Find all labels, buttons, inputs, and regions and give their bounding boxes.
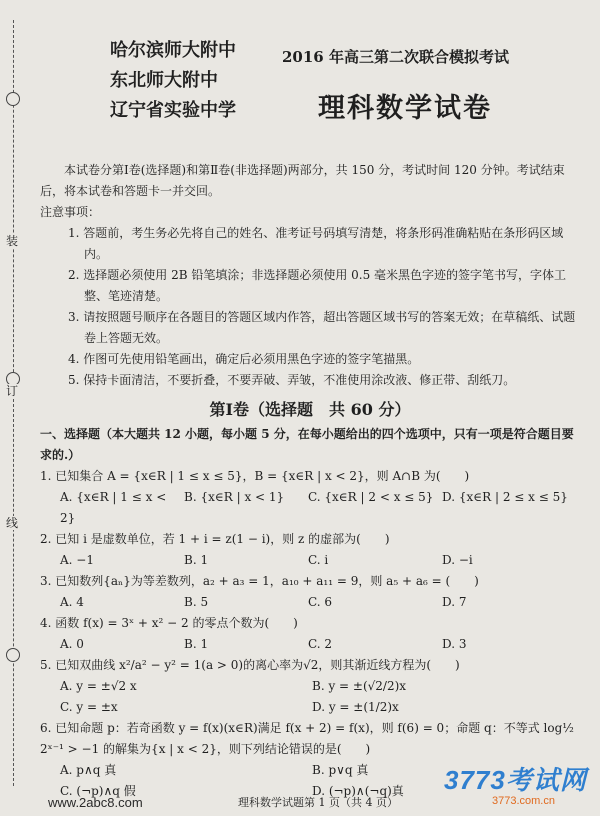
note-item: 4. 作图可先使用铅笔画出，确定后必须用黑色字迹的签字笔描黑。 [68,352,420,366]
note-item: 1. 答题前，考生务必先将自己的姓名、准考证号码填写清楚，将条形码准确粘贴在条形码区域内。 [68,226,564,261]
watermark-left: www.2abc8.com [48,795,143,810]
question-2 [40,529,580,571]
question-options [40,592,580,613]
option-b: B. p∨q 真 [312,763,369,777]
question-stem: 2. 已知 i 是虚数单位，若 1 + i = z(1 − i)，则 z 的虚部为( ) [40,532,390,546]
option-d: D. (¬p)∧(¬q)真 [312,784,404,798]
option-b: B. 1 [184,553,209,567]
option-b: B. 1 [184,637,209,651]
question-options [40,634,580,655]
part-heading: 一、选择题（本大题共 12 小题，每小题 5 分，在每小题给出的四个选项中，只有一项是符合题目要求的.） [40,427,574,462]
question-5 [40,655,580,718]
option-a: A. −1 [60,553,94,567]
option-b: B. 5 [184,595,209,609]
binding-char: 装 [6,234,19,248]
binding-hole [6,648,20,662]
question-options [40,487,580,529]
school-list [110,36,236,126]
option-d: D. 3 [442,637,467,651]
note-item: 3. 请按照题号顺序在各题目的答题区域内作答，超出答题区域书写的答案无效；在草稿纸、试题卷上答题无效。 [68,310,576,345]
option-a: A. 4 [60,595,84,609]
question-stem: 6. 已知命题 p：若奇函数 y = f(x)(x∈R)满足 f(x + 2) = f(x)，则 f(6) = 0；命题 q：不等式 log½ 2ˣ⁻¹ > −1 的解集为{x | x < 2}，则下列结论错误的是( ) [40,721,574,756]
question-stem: 5. 已知双曲线 x²/a² − y² = 1(a > 0)的离心率为√2，则其渐近线方程为( ) [40,658,460,672]
option-d: D. 7 [442,595,467,609]
option-c: C. 2 [308,637,333,651]
notes-title: 注意事项： [40,205,101,219]
option-b: B. y = ±(√2/2)x [312,679,407,693]
binding-line [13,20,14,786]
question-options [40,676,580,718]
question-4 [40,613,580,655]
binding-char: 订 [6,384,19,398]
option-c: C. i [308,553,329,567]
watermark-brand: 3773考试网 [444,765,587,795]
option-b: B. {x∈R | x < 1} [184,490,285,504]
watermark-url: 3773.com.cn [492,795,555,807]
binding-hole [6,92,20,106]
question-1 [40,466,580,529]
page-footer: 理科数学试题第 1 页（共 4 页） [238,796,398,809]
intro-paragraph: 本试卷分第Ⅰ卷(选择题)和第Ⅱ卷(非选择题)两部分，共 150 分，考试时间 120 分钟。考试结束后，将本试卷和答题卡一并交回。 [40,163,565,198]
question-stem: 4. 函数 f(x) = 3ˣ + x² − 2 的零点个数为( ) [40,616,298,630]
exam-content [40,160,580,802]
option-c: C. 6 [308,595,333,609]
question-stem: 3. 已知数列{aₙ}为等差数列，a₂ + a₃ = 1，a₁₀ + a₁₁ = 9，则 a₅ + a₆ = ( ) [40,574,479,588]
school-name: 东北师大附中 [110,70,218,91]
question-3 [40,571,580,613]
option-c: C. (¬p)∧q 假 [60,784,136,798]
page-title: 理科数学试卷 [318,93,492,124]
option-c: C. {x∈R | 2 < x ≤ 5} [308,490,434,504]
question-options [40,550,580,571]
exam-title: 2016 年高三第二次联合模拟考试 [282,48,509,66]
section-title: 第Ⅰ卷（选择题 共 60 分） [209,400,411,419]
binding-margin [0,0,30,816]
school-name: 辽宁省实验中学 [110,100,236,121]
option-a: A. 0 [60,637,84,651]
option-d: D. y = ±(1/2)x [312,700,399,714]
note-item: 5. 保持卡面清洁，不要折叠，不要弄破、弄皱，不准使用涂改液、修正带、刮纸刀。 [68,373,516,387]
binding-char: 线 [6,516,19,530]
option-a: A. p∧q 真 [60,763,117,777]
question-stem: 1. 已知集合 A = {x∈R | 1 ≤ x ≤ 5}，B = {x∈R | x < 2}，则 A∩B 为( ) [40,469,470,483]
watermark-right [444,760,587,807]
option-d: D. −i [442,553,473,567]
school-name: 哈尔滨师大附中 [110,40,236,61]
note-item: 2. 选择题必须使用 2B 铅笔填涂；非选择题必须使用 0.5 毫米黑色字迹的签字笔书写，字体工整、笔迹清楚。 [68,268,567,303]
option-a: A. {x∈R | 1 ≤ x < 2} [60,490,167,525]
option-c: C. y = ±x [60,700,118,714]
option-d: D. {x∈R | 2 ≤ x ≤ 5} [442,490,568,504]
option-a: A. y = ±√2 x [60,679,137,693]
